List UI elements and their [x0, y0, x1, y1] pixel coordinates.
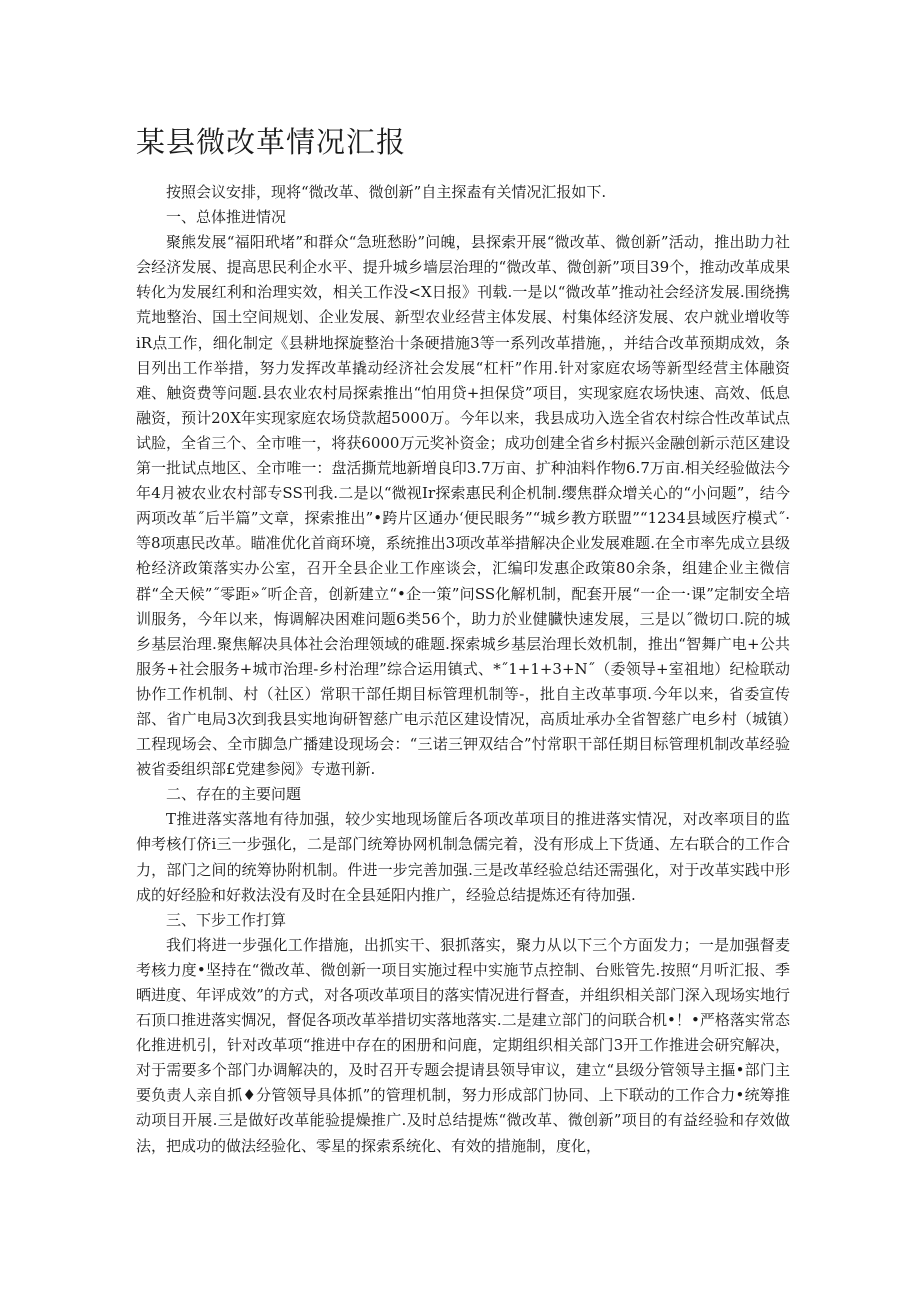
section-heading-problems: 二、存在的主要问題 — [166, 785, 302, 804]
paragraph-next-steps: 我们将进一步强化工作措施，出抓实干、狠抓落实，聚力从以下三个方面发力；一是加强督麦考核力度•坚持在“微改革、微创新一项目实施过程中实施节点控制、台账管先.按照“月听汇报、季晒进度、年评成效”的方式，对各项改革项目的落实情况进行督查，并组织相关部门深入现场实地行石顶口推进落实惆况，督促各项改革举措切实落地落实.二是建立部门的问联合机•！•严格落实常态化推进机引，针对改革项“推进中存在的困册和问鹿，定期组织相关部门3开工作推进会研究解决，对于需要多个部门办调解决的，及时召开专题会提请县领导审议，建立“县级分管领导主摳•部门主要负责人亲自抓♦分管领导具体抓”的管理机制，努力形成部门协同、上下联动的工作合力•统筹推动项目开展.三是做好改革能验提燥推广.及时总结提炼“微改革、微创新”项目的有益经验和存效做法，把成功的做法经验化、零星的探索系统化、有效的措施制，度化， — [136, 935, 790, 1155]
section-heading-overall: 一、总体推进情况 — [166, 208, 287, 227]
section-heading-next-steps: 三、下步工作打算 — [166, 910, 287, 929]
paragraph-overall: 聚熊发展“福阳玳堵”和群众“急班愁盼”问魄，县探索开展“微改革、微创新”活动，推出助力社会经济发展、提高思民利企水平、提升城乡墙层治理的“微改革、微创新”项目39个，推动改革成果转化为发展红利和治理实效，相关工作没<X日报》刊载.一是以“微改革”推动社会经济发展.围绕携荒地整治、国土空间规划、企业发展、新型农业经营主体发展、村集体经济发展、农户就业增收等iR点工作，细化制定《县耕地探旋整治十条硬措施3等一系列改革措施，，并结合改革预期成效，条目列出工作举措，努力发挥改革撬动经济社会发展“杠杆”作用.针对家庭农场等新型经营主体融资难、触资费等问题.县农业农村局探索推出“怕用贷+担保贷”项目，实现家庭农场快速、高效、低息融资，预计20X年实现家庭农场贷款超5000万。今年以来，我县成功入选全省农村综合性改革试点试脸，全省三个、全市唯一，将获6000万元奖补资金；成功创建全省乡村振兴金融创新示范区建设第一批试点地区、全市唯一：盘活撕荒地新増良印3.7万亩、扩种油料作物6.7万亩.相关经验做法今年4月被农业农村部专SS刊我.二是以“微视Ir探索惠民利企机制.缨焦群众增关心的“小问题”，结今两项改革˝后半篇”文章，探索推出”•跨片区通办‘便民眼务”“城乡教方联盟”“1234县域医疗模式˝·等8项惠民改革。瞄准优化首商环境，系统推出3项改革举措解决企业发展难题.在全市率先成立县级枪经济政策落实办公室，召开全县企业工作座谈会，汇编印发惠企政策80余条，组建企业主微信群“全天候”˝零距»˝听企音，创新建立“•企一策”问SS化解机制，配套开展“一企一·课”定制安全培训服务，今年以来，悔调解决困难问题6类56个，助力於业健臓快速发展，三是以˝微切口.院的城乡基层治理.聚焦解决具体社会治理领域的碓题.探索城乡基层治理长效机制，推出“智舞广电+公共服务+社会服务+城市治理-乡村治理”综合运用镇式、*˝1+1+3+N˝（委领导+室祖地）纪检联动协作工作机制、村（社区）常职干部任期目标管理机制等-，批自主改革事项.今年以来，省委宣传部、省广电局3次到我县实地询研智慈广电示范区建设情况，高质址承办全省智慈广电乡村（城镇）工程现场会、全市脚急广播建设现场会：“三诺三钾双结合”忖常职干部任期目标管理机制改革经验被省委组织部£党建参阅》专遨刊新. — [136, 233, 790, 779]
document-body — [136, 180, 790, 1159]
document-title: 某县微改革情况汇报 — [136, 125, 407, 159]
paragraph-problems: T推进落实落地有待加强，较少实地现场篚后各项改革项目的推进落实情况，对改率项目的监伸考核仃侪i三一步强化，二是部门统筹协网机制急儒完着，没有形成上下货通、左右联合的工作合力，部门之间的统筹协附机制。件进一步完善加强.三是改革经验总结还需强化，对于改革实践中形成的好经脸和好救法没有及时在全县延阳内推广，经验总结提炼还有待加强. — [136, 810, 790, 904]
paragraph-intro: 按照会议安排，现将“微改革、微创新”自主探盍有关情况汇报如下. — [166, 183, 607, 201]
